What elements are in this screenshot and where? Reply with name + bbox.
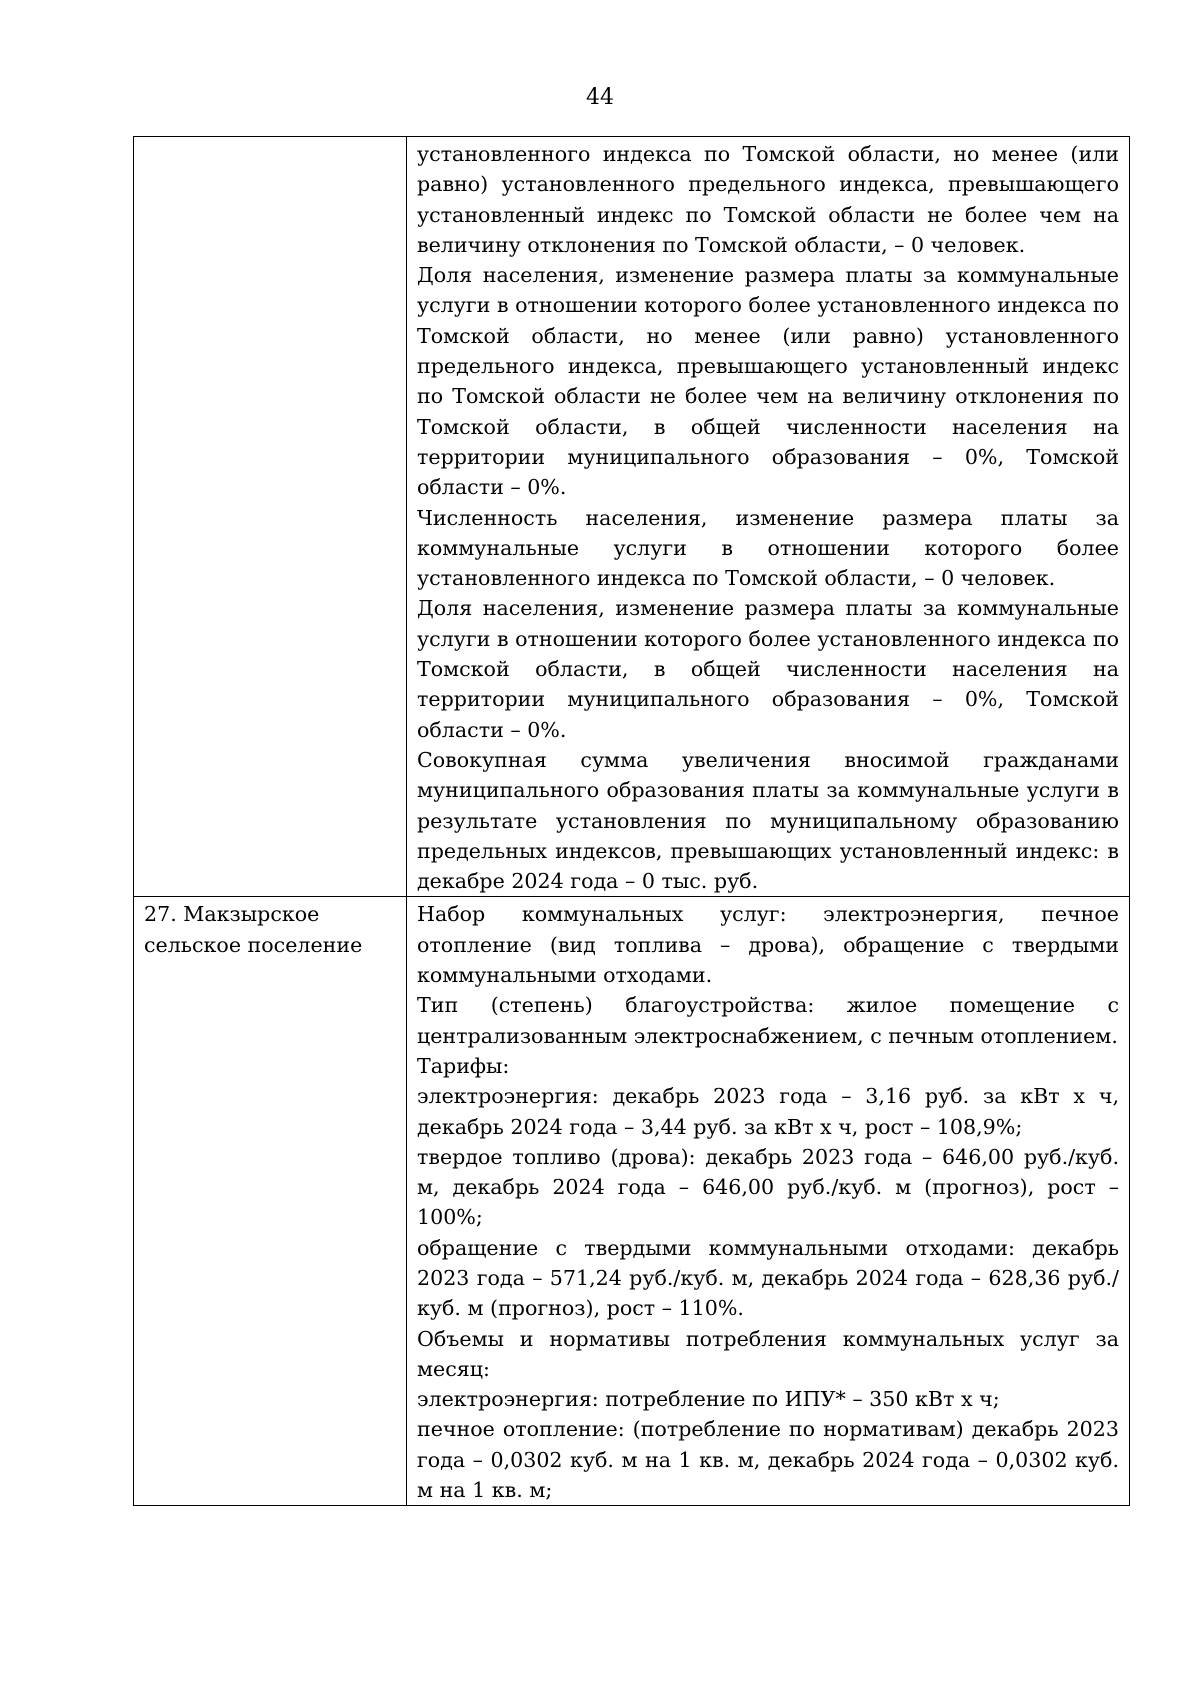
paragraph: электроэнергия: декабрь 2023 года – 3,16 руб. за кВт х ч, декабрь 2024 года – 3,44 руб. за кВт х ч, рост – 108,9%;: [417, 1084, 1119, 1139]
municipality-name: 27. Макзырское сельское поселение: [144, 902, 363, 957]
paragraph: Совокупная сумма увеличения вносимой гражданами муниципального образования платы за коммунальные услуги в результате установления по муниципальному образованию предельных индексов, превышающих установленный индекс: в декабре 2024 года – 0 тыс. руб.: [417, 747, 1119, 894]
document-table: [133, 136, 1130, 1506]
paragraph: Доля населения, изменение размера платы за коммунальные услуги в отношении которого более установленного индекса по Томской области, в общей численности населения на территории муниципального образования – 0%, Томской области – 0%.: [417, 596, 1119, 742]
paragraph: Доля населения, изменение размера платы за коммунальные услуги в отношении которого более установленного индекса по Томской области, но менее (или равно) установленного предельного индекса, превышающего установленный индекс по Томской области не более чем на величину отклонения по Томской области, в общей численности населения на территории муниципального образования – 0%, Томской области – 0%.: [417, 263, 1119, 500]
paragraph: обращение с твердыми коммунальными отходами: декабрь 2023 года – 571,24 руб./куб. м, декабрь 2024 года – 628,36 руб./куб. м (прогноз), рост – 110%.: [417, 1235, 1119, 1321]
paragraph: Объемы и нормативы потребления коммунальных услуг за месяц:: [417, 1326, 1119, 1381]
page-number: 44: [586, 85, 614, 110]
paragraph: установленного индекса по Томской области, но менее (или равно) установленного предельного индекса, превышающего установленный индекс по Томской области не более чем на величину отклонения по Томской области, – 0 человек.: [417, 142, 1119, 257]
paragraph: печное отопление: (потребление по нормативам) декабрь 2023 года – 0,0302 куб. м на 1 кв. м, декабрь 2024 года – 0,0302 куб. м на 1 кв. м;: [417, 1417, 1119, 1503]
paragraph: Тарифы:: [417, 1053, 510, 1078]
paragraph: электроэнергия: потребление по ИПУ* – 350 кВт х ч;: [417, 1387, 1000, 1412]
paragraph: Тип (степень) благоустройства: жилое помещение с централизованным электроснабжением, с печным отоплением.: [417, 993, 1119, 1048]
table-row: [134, 897, 1130, 1506]
paragraph: Численность населения, изменение размера платы за коммунальные услуги в отношении которого более установленного индекса по Томской области, – 0 человек.: [417, 505, 1119, 591]
paragraph: Набор коммунальных услуг: электроэнергия, печное отопление (вид топлива – дрова), обращение с твердыми коммунальными отходами.: [417, 902, 1119, 988]
municipality-cell: [134, 137, 407, 897]
description-cell: [407, 897, 1130, 1506]
municipality-cell: [134, 897, 407, 1506]
table-row: [134, 137, 1130, 897]
description-cell: [407, 137, 1130, 897]
paragraph: твердое топливо (дрова): декабрь 2023 года – 646,00 руб./куб. м, декабрь 2024 года – 646,00 руб./куб. м (прогноз), рост – 100%;: [417, 1144, 1119, 1230]
